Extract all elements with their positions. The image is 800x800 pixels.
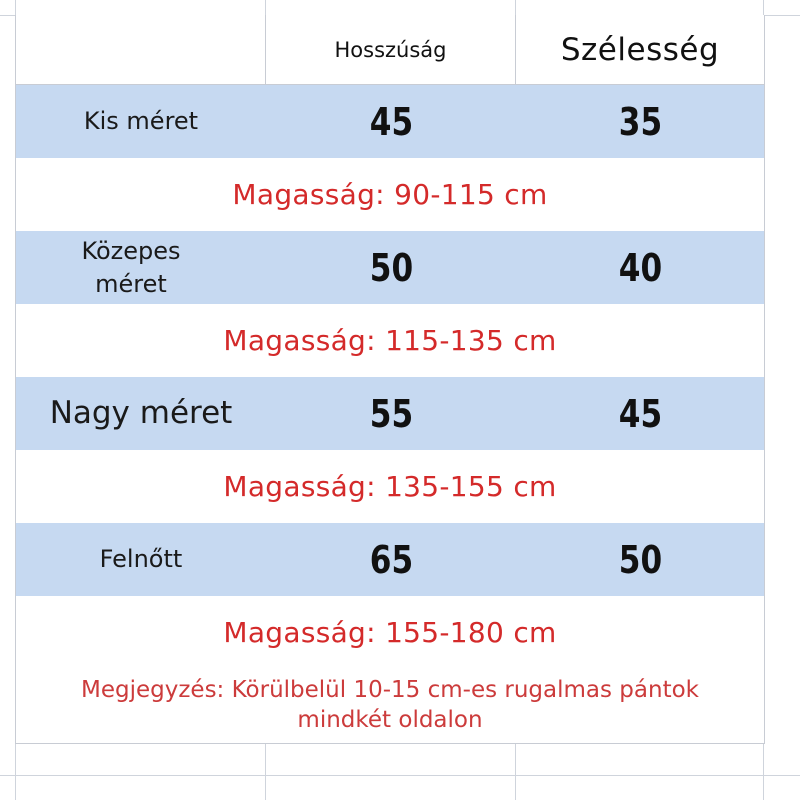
height-row-medium	[16, 304, 764, 377]
note-line1: Megjegyzés: Körülbelül 10-15 cm-es rugalmas pántok	[81, 677, 699, 704]
size-label-cell	[16, 377, 266, 450]
size-label	[41, 235, 221, 300]
length-value: 55	[369, 391, 413, 436]
width-value-cell	[516, 523, 764, 596]
length-value-cell	[266, 523, 516, 596]
size-row-large	[16, 377, 764, 450]
header-width-cell	[516, 15, 764, 84]
width-value: 45	[618, 391, 662, 436]
length-value: 50	[369, 245, 413, 290]
width-header: Szélesség	[560, 31, 720, 68]
note-row	[16, 669, 764, 744]
size-label-cell	[16, 231, 266, 304]
size-row-adult	[16, 523, 764, 596]
size-label-line2: méret	[95, 269, 167, 298]
size-label-cell	[16, 523, 266, 596]
width-value-cell	[516, 377, 764, 450]
size-label-line1: Közepes	[81, 237, 181, 266]
size-row-small	[16, 85, 764, 158]
height-row-small	[16, 158, 764, 231]
height-range-text: Magasság: 115-135 cm	[223, 324, 557, 357]
size-label: Nagy méret	[49, 394, 233, 431]
length-value-cell	[266, 377, 516, 450]
length-value: 65	[369, 537, 413, 582]
height-range-text: Magasság: 155-180 cm	[223, 616, 557, 649]
header-empty-cell	[16, 15, 266, 84]
width-value: 40	[618, 245, 662, 290]
note-text	[30, 676, 750, 736]
size-label: Kis méret	[83, 107, 199, 136]
width-value: 50	[618, 537, 662, 582]
length-value: 45	[369, 99, 413, 144]
size-table	[15, 15, 765, 744]
header-row	[16, 15, 764, 85]
length-value-cell	[266, 85, 516, 158]
size-label-cell	[16, 85, 266, 158]
length-value-cell	[266, 231, 516, 304]
width-value-cell	[516, 231, 764, 304]
height-row-large	[16, 450, 764, 523]
height-row-adult	[16, 596, 764, 669]
height-range-text: Magasság: 90-115 cm	[232, 178, 548, 211]
size-label: Felnőtt	[99, 545, 183, 574]
height-range-text: Magasság: 135-155 cm	[223, 470, 557, 503]
header-length-cell	[266, 15, 516, 84]
length-header: Hosszúság	[334, 37, 447, 62]
grid-line	[0, 775, 800, 776]
note-line2: mindkét oldalon	[297, 707, 483, 733]
size-row-medium	[16, 231, 764, 304]
width-value: 35	[618, 99, 662, 144]
width-value-cell	[516, 85, 764, 158]
